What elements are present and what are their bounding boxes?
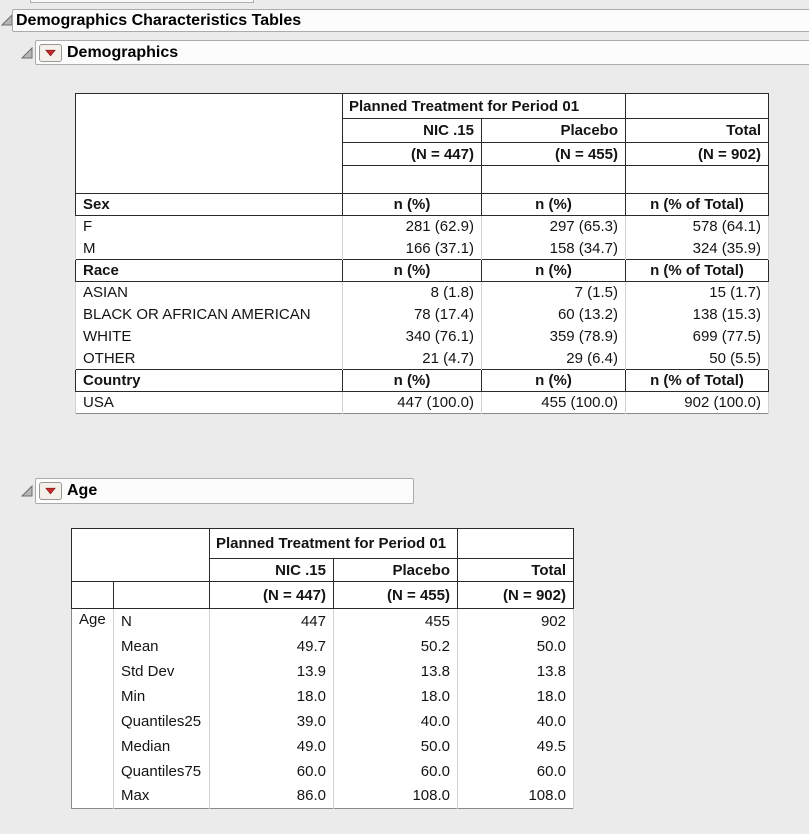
red-triangle-icon [45, 49, 56, 57]
cell-value: 8 (1.8) [343, 282, 482, 304]
table-corner-cell [72, 529, 210, 582]
table-corner-cell [76, 94, 343, 194]
stat-label: Quantiles75 [114, 759, 210, 784]
stat-label: Median [114, 734, 210, 759]
row-label: OTHER [76, 348, 343, 370]
red-triangle-icon [45, 487, 56, 495]
red-triangle-menu-button[interactable] [39, 482, 62, 500]
count-header: (N = 455) [334, 582, 458, 609]
cell-value: 60 (13.2) [482, 304, 626, 326]
cell-value: 447 (100.0) [343, 392, 482, 414]
cell-value: 40.0 [334, 709, 458, 734]
demographics-table [75, 93, 769, 414]
section-title-age: Age [67, 482, 98, 499]
outline-bar-demographics[interactable] [35, 40, 809, 65]
column-spanner: Planned Treatment for Period 01 [343, 94, 626, 119]
cell-value: 60.0 [458, 759, 574, 784]
column-header: NIC .15 [343, 119, 482, 143]
cell-value: 108.0 [458, 784, 574, 809]
stat-label: Std Dev [114, 659, 210, 684]
cell-value: 455 (100.0) [482, 392, 626, 414]
column-header: Total [458, 559, 574, 582]
cell-value: 297 (65.3) [482, 216, 626, 238]
table-row [76, 304, 769, 326]
table-row [76, 216, 769, 238]
cell-value: 49.5 [458, 734, 574, 759]
row-label: USA [76, 392, 343, 414]
table-row [76, 348, 769, 370]
empty-cell [72, 582, 114, 609]
cell-value: 15 (1.7) [626, 282, 769, 304]
cell-value: 340 (76.1) [343, 326, 482, 348]
column-spanner: Planned Treatment for Period 01 [210, 529, 458, 559]
row-label: WHITE [76, 326, 343, 348]
stat-label: Min [114, 684, 210, 709]
cell-value: 50.0 [458, 634, 574, 659]
stat-header: n (% of Total) [626, 260, 769, 282]
cell-value: 455 [334, 609, 458, 634]
outline-bar-root[interactable] [12, 9, 809, 32]
age-table [71, 528, 574, 809]
cell-value: 50.2 [334, 634, 458, 659]
cell-value: 86.0 [210, 784, 334, 809]
cell-value: 578 (64.1) [626, 216, 769, 238]
count-header: (N = 902) [626, 143, 769, 166]
cell-value: 699 (77.5) [626, 326, 769, 348]
cell-value: 324 (35.9) [626, 238, 769, 260]
count-header: (N = 447) [343, 143, 482, 166]
cell-value: 166 (37.1) [343, 238, 482, 260]
cell-value: 13.9 [210, 659, 334, 684]
table-row [72, 784, 574, 809]
table-row [72, 684, 574, 709]
empty-cell [482, 166, 626, 194]
table-row [72, 659, 574, 684]
column-header: Placebo [482, 119, 626, 143]
count-header: (N = 447) [210, 582, 334, 609]
count-header: (N = 902) [458, 582, 574, 609]
stat-label: Quantiles25 [114, 709, 210, 734]
spanner-empty-cell [458, 529, 574, 559]
cell-value: 18.0 [458, 684, 574, 709]
empty-cell [343, 166, 482, 194]
column-header: NIC .15 [210, 559, 334, 582]
cell-value: 21 (4.7) [343, 348, 482, 370]
cell-value: 29 (6.4) [482, 348, 626, 370]
column-header: Placebo [334, 559, 458, 582]
cell-value: 78 (17.4) [343, 304, 482, 326]
spanner-empty-cell [626, 94, 769, 119]
cell-value: 60.0 [210, 759, 334, 784]
cell-value: 7 (1.5) [482, 282, 626, 304]
cell-value: 18.0 [210, 684, 334, 709]
empty-cell [114, 582, 210, 609]
group-label: Race [76, 260, 343, 282]
cell-value: 138 (15.3) [626, 304, 769, 326]
disclosure-triangle-icon[interactable] [21, 485, 33, 497]
page-title: Demographics Characteristics Tables [16, 11, 302, 29]
stat-header: n (%) [482, 260, 626, 282]
row-label: F [76, 216, 343, 238]
cell-value: 281 (62.9) [343, 216, 482, 238]
cell-value: 902 (100.0) [626, 392, 769, 414]
row-label: BLACK OR AFRICAN AMERICAN [76, 304, 343, 326]
table-row [72, 734, 574, 759]
count-header: (N = 455) [482, 143, 626, 166]
clipped-outline-box [30, 0, 254, 3]
cell-value: 49.7 [210, 634, 334, 659]
section-title-demographics: Demographics [67, 43, 179, 61]
cell-value: 40.0 [458, 709, 574, 734]
cell-value: 18.0 [334, 684, 458, 709]
group-header-row [76, 194, 769, 216]
table-row [72, 759, 574, 784]
row-label: ASIAN [76, 282, 343, 304]
cell-value: 49.0 [210, 734, 334, 759]
cell-value: 50 (5.5) [626, 348, 769, 370]
table-row [76, 238, 769, 260]
group-header-row [76, 370, 769, 392]
group-header-row [76, 260, 769, 282]
column-header: Total [626, 119, 769, 143]
stat-header: n (%) [343, 370, 482, 392]
group-label: Country [76, 370, 343, 392]
empty-cell [626, 166, 769, 194]
cell-value: 13.8 [458, 659, 574, 684]
cell-value: 39.0 [210, 709, 334, 734]
table-row [72, 634, 574, 659]
row-group-label: Age [72, 609, 114, 809]
table-row [72, 609, 574, 634]
outline-bar-age[interactable] [35, 478, 414, 504]
group-label: Sex [76, 194, 343, 216]
cell-value: 447 [210, 609, 334, 634]
cell-value: 50.0 [334, 734, 458, 759]
stat-header: n (% of Total) [626, 370, 769, 392]
stat-label: N [114, 609, 210, 634]
table-row [76, 282, 769, 304]
cell-value: 158 (34.7) [482, 238, 626, 260]
stat-label: Max [114, 784, 210, 809]
cell-value: 902 [458, 609, 574, 634]
row-label: M [76, 238, 343, 260]
stat-header: n (% of Total) [626, 194, 769, 216]
red-triangle-menu-button[interactable] [39, 44, 62, 62]
table-row [76, 392, 769, 414]
stat-header: n (%) [482, 194, 626, 216]
disclosure-triangle-icon[interactable] [21, 47, 33, 59]
table-row [72, 709, 574, 734]
cell-value: 108.0 [334, 784, 458, 809]
stat-header: n (%) [343, 260, 482, 282]
cell-value: 60.0 [334, 759, 458, 784]
cell-value: 359 (78.9) [482, 326, 626, 348]
stat-header: n (%) [343, 194, 482, 216]
stat-header: n (%) [482, 370, 626, 392]
cell-value: 13.8 [334, 659, 458, 684]
table-row [76, 326, 769, 348]
stat-label: Mean [114, 634, 210, 659]
